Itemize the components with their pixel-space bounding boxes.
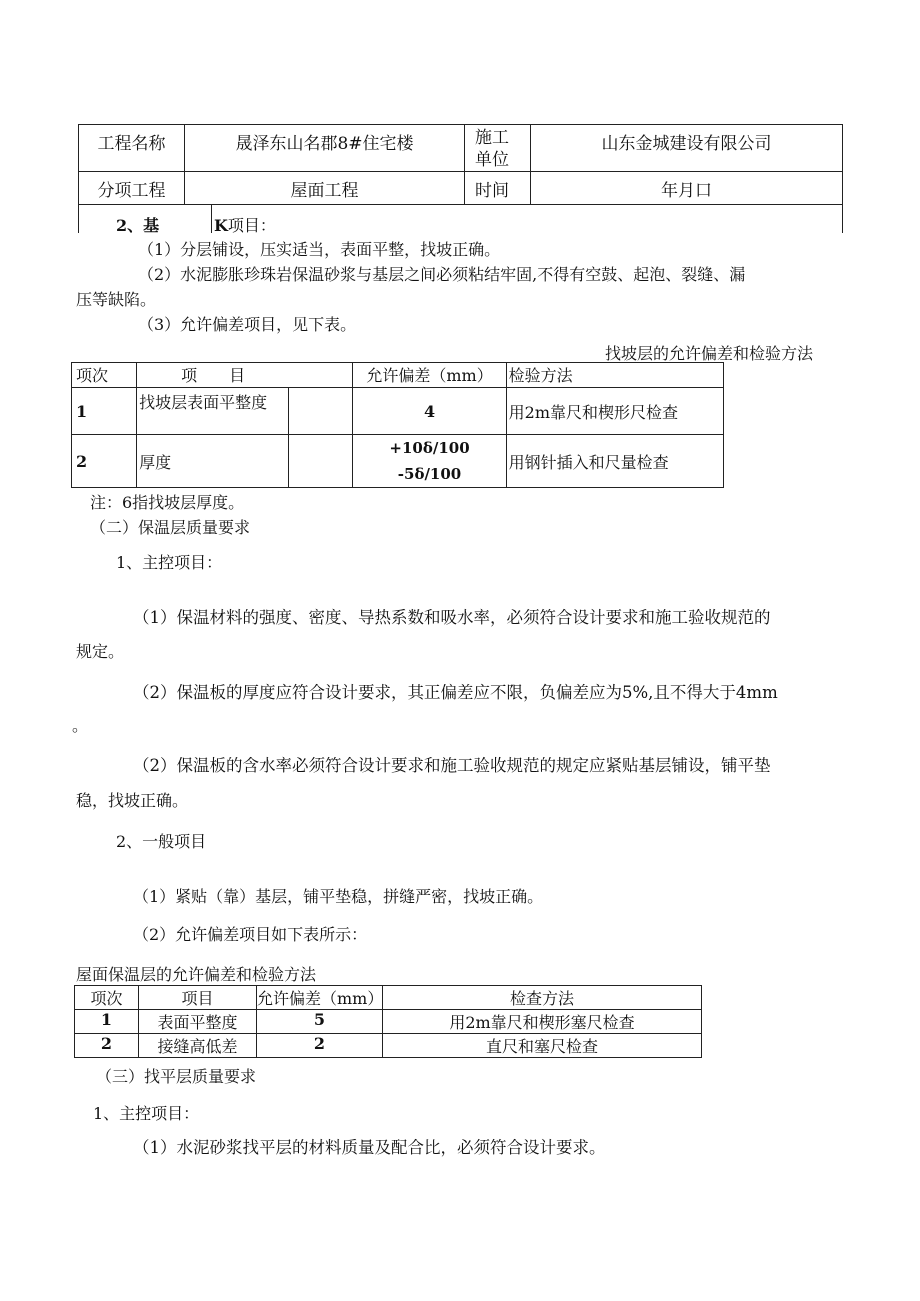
section-c-title: （三）找平层质量要求 <box>96 1067 257 1086</box>
section-b-p3-line2: 稳，找坡正确。 <box>76 791 189 810</box>
table1-row2-tol-minus: -5δ/100 <box>397 465 462 483</box>
table2-header-method: 检查方法 <box>383 986 702 1010</box>
table1 <box>71 362 724 488</box>
table2-row2-method: 直尺和塞尺检查 <box>383 1034 702 1058</box>
section-b-general-2: （2）允许偏差项目如下表所示： <box>133 925 368 944</box>
project-name-label: 工程名称 <box>79 125 185 172</box>
table2-header-item: 项目 <box>139 986 257 1010</box>
subproject-value: 屋面工程 <box>185 172 465 205</box>
table2-row1-no: 1 <box>75 1010 139 1034</box>
header-table <box>78 124 843 205</box>
section-a-item-1: （1）分层铺设，压实适当，表面平整，找坡正确。 <box>138 240 501 259</box>
table2-row1-item: 表面平整度 <box>139 1010 257 1034</box>
table1-row1-tol: 4 <box>353 388 506 435</box>
table1-header-item: 项 目 <box>137 363 353 388</box>
section-b-general-1: （1）紧贴（靠）基层，铺平垫稳，拼缝严密，找坡正确。 <box>133 887 544 906</box>
section-b-p2-line2: 。 <box>72 716 89 735</box>
table2-row1-tol: 5 <box>257 1010 383 1034</box>
table2-caption: 屋面保温层的允许偏差和检验方法 <box>76 965 317 984</box>
table2 <box>74 985 702 1058</box>
section-c-p1: （1）水泥砂浆找平层的材料质量及配合比，必须符合设计要求。 <box>133 1138 606 1157</box>
table1-row2-no: 2 <box>72 435 137 488</box>
table1-row1-method: 用2m靠尺和楔形尺检查 <box>506 388 723 435</box>
contractor-label-line1: 施工 <box>475 128 509 148</box>
table2-header-tol: 允许偏差（mm） <box>257 986 383 1010</box>
contractor-label-line2: 单位 <box>475 150 509 170</box>
section-a-item-2-cont: 压等缺陷。 <box>76 290 157 309</box>
table1-row1-blank <box>289 388 353 435</box>
table1-header-no: 项次 <box>72 363 137 388</box>
table2-row2-tol: 2 <box>257 1034 383 1058</box>
contractor-label <box>465 125 531 172</box>
time-value: 年月口 <box>531 172 843 205</box>
table1-row1-no: 1 <box>72 388 137 435</box>
section-b-p1-line1: （1）保温材料的强度、密度、导热系数和吸水率，必须符合设计要求和施工验收规范的 <box>133 608 771 627</box>
table-edge-right <box>842 205 843 233</box>
section-b-main-heading: 1、主控项目： <box>116 553 223 572</box>
table2-row2-no: 2 <box>75 1034 139 1058</box>
section-b-title: （二）保温层质量要求 <box>90 518 251 537</box>
table1-row2-blank <box>289 435 353 488</box>
project-name-value: 晟泽东山名郡8#住宅楼 <box>185 125 465 172</box>
table2-row2-item: 接缝高低差 <box>139 1034 257 1058</box>
section-b-p3-line1: （2）保温板的含水率必须符合设计要求和施工验收规范的规定应紧贴基层铺设，铺平垫 <box>133 756 771 775</box>
time-label: 时间 <box>465 172 531 205</box>
table1-header-tol: 允许偏差（mm） <box>353 363 506 388</box>
contractor-value: 山东金城建设有限公司 <box>531 125 843 172</box>
section-a-heading-num: 2、基 <box>116 216 160 235</box>
subproject-label: 分项工程 <box>79 172 185 205</box>
table2-header-no: 项次 <box>75 986 139 1010</box>
section-b-p1-line2: 规定。 <box>76 642 125 661</box>
table1-note: 注：6指找坡层厚度。 <box>90 493 245 512</box>
table1-header-method: 检验方法 <box>506 363 723 388</box>
section-a-heading-rest: 项目： <box>227 216 276 235</box>
table1-row2-item: 厚度 <box>137 435 289 488</box>
table2-row1-method: 用2m靠尺和楔形塞尺检查 <box>383 1010 702 1034</box>
table1-row2-method: 用钢针插入和尺量检查 <box>506 435 723 488</box>
section-a-item-3: （3）允许偏差项目，见下表。 <box>138 315 357 334</box>
table1-row1-item: 找坡层表面平整度 <box>137 388 289 435</box>
section-a-heading-prefix: K <box>214 216 228 235</box>
section-b-p2-line1: （2）保温板的厚度应符合设计要求，其正偏差应不限，负偏差应为5%,且不得大于4mm <box>133 683 778 702</box>
table1-row2-tol <box>353 435 506 488</box>
table-edge-mid <box>211 205 212 233</box>
table1-caption: 找坡层的允许偏差和检验方法 <box>605 344 814 363</box>
section-a-item-2: （2）水泥膨胀珍珠岩保温砂浆与基层之间必须粘结牢固,不得有空鼓、起泡、裂缝、漏 <box>138 265 746 284</box>
table1-row2-tol-plus: +10δ/100 <box>389 439 470 457</box>
section-a-heading <box>214 213 276 236</box>
section-b-general-heading: 2、一般项目 <box>116 832 207 851</box>
section-c-main-heading: 1、主控项目： <box>93 1104 200 1123</box>
table-edge-left <box>78 205 79 233</box>
